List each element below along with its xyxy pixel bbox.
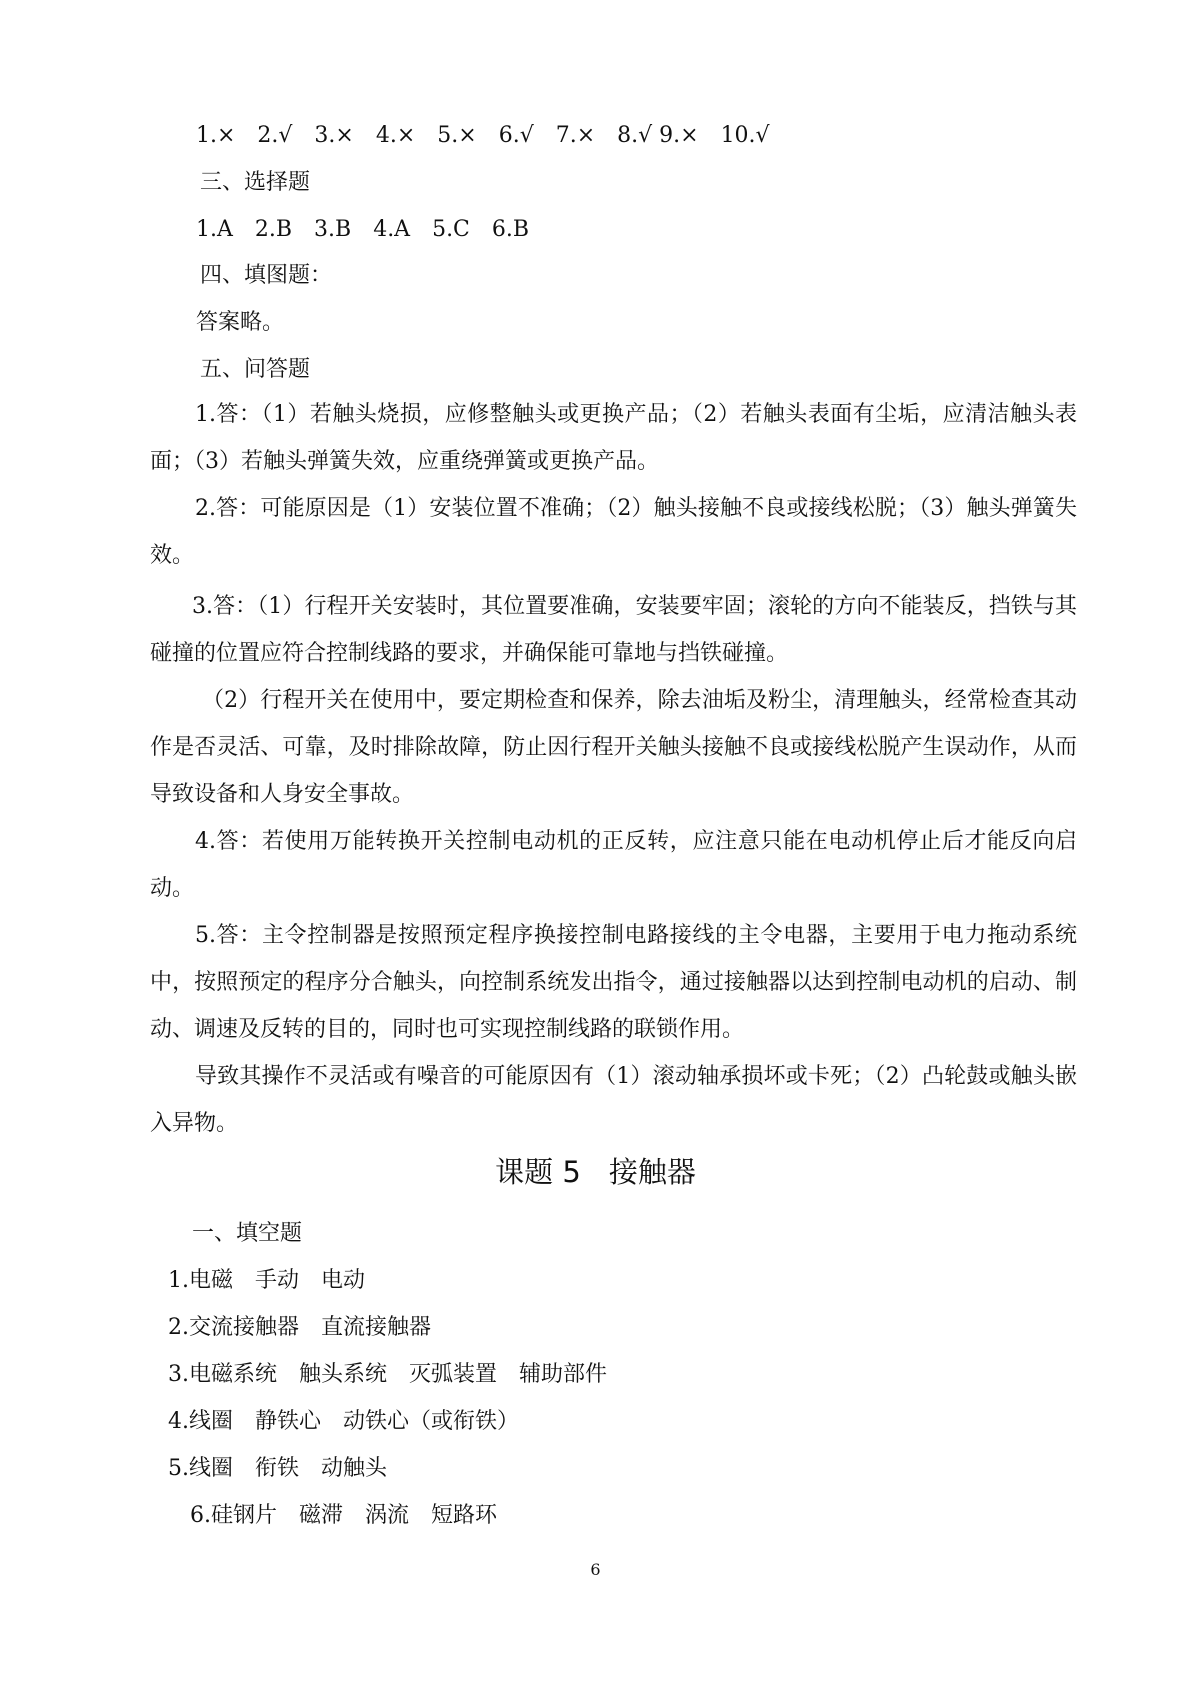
section-title-number: 课题 5: [495, 1155, 581, 1189]
page-number: 6: [590, 1560, 601, 1579]
qa-answer-3: 3.答：（1）行程开关安装时，其位置要准确，安装要牢固；滚轮的方向不能装反，挡铁与其碰撞的位置应符合控制线路的要求，并确保能可靠地与挡铁碰撞。: [150, 594, 1077, 666]
figure-answer: 答案略。: [196, 310, 285, 335]
fill-item-3: 3.电磁系统 触头系统 灭弧装置 辅助部件: [168, 1362, 607, 1387]
fill-item-5: 5.线圈 衔铁 动触头: [168, 1456, 387, 1481]
qa-heading: 五、问答题: [200, 357, 311, 382]
fill-item-4: 4.线圈 静铁心 动铁心（或衔铁）: [168, 1409, 519, 1434]
fill-item-1: 1.电磁 手动 电动: [168, 1268, 365, 1293]
judgment-answers: 1.× 2.√ 3.× 4.× 5.× 6.√ 7.× 8.√ 9.× 10.√: [196, 123, 770, 148]
qa-answer-1: 1.答：（1）若触头烧损，应修整触头或更换产品；（2）若触头表面有尘垢，应清洁触头表面；（3）若触头弹簧失效，应重绕弹簧或更换产品。: [150, 402, 1077, 474]
qa-answer-5-cause: 导致其操作不灵活或有噪音的可能原因有（1）滚动轴承损坏或卡死；（2）凸轮鼓或触头嵌入异物。: [150, 1064, 1077, 1136]
qa-answer-5: 5.答：主令控制器是按照预定程序换接控制电路接线的主令电器，主要用于电力拖动系统中，按照预定的程序分合触头，向控制系统发出指令，通过接触器以达到控制电动机的启动、制动、调速及反转的目的，同时也可实现控制线路的联锁作用。: [150, 923, 1077, 1042]
fill-item-6: 6.硅钢片 磁滞 涡流 短路环: [190, 1503, 497, 1528]
fill-heading: 一、填空题: [192, 1221, 303, 1246]
qa-answer-3-part-2: （2）行程开关在使用中，要定期检查和保养，除去油垢及粉尘，清理触头，经常检查其动作是否灵活、可靠，及时排除故障，防止因行程开关触头接触不良或接线松脱产生误动作，从而导致设备和人身安全事故。: [150, 688, 1077, 807]
choice-answers: 1.A 2.B 3.B 4.A 5.C 6.B: [196, 217, 530, 242]
section-title-name: 接触器: [608, 1155, 696, 1189]
choice-heading: 三、选择题: [200, 170, 311, 195]
qa-answer-2: 2.答：可能原因是（1）安装位置不准确；（2）触头接触不良或接线松脱；（3）触头弹簧失效。: [150, 496, 1077, 568]
fill-item-2: 2.交流接触器 直流接触器: [168, 1315, 431, 1340]
figure-heading: 四、填图题：: [200, 263, 333, 288]
qa-answer-4: 4.答：若使用万能转换开关控制电动机的正反转，应注意只能在电动机停止后才能反向启动。: [150, 829, 1077, 901]
section-title: [0, 1152, 1191, 1192]
